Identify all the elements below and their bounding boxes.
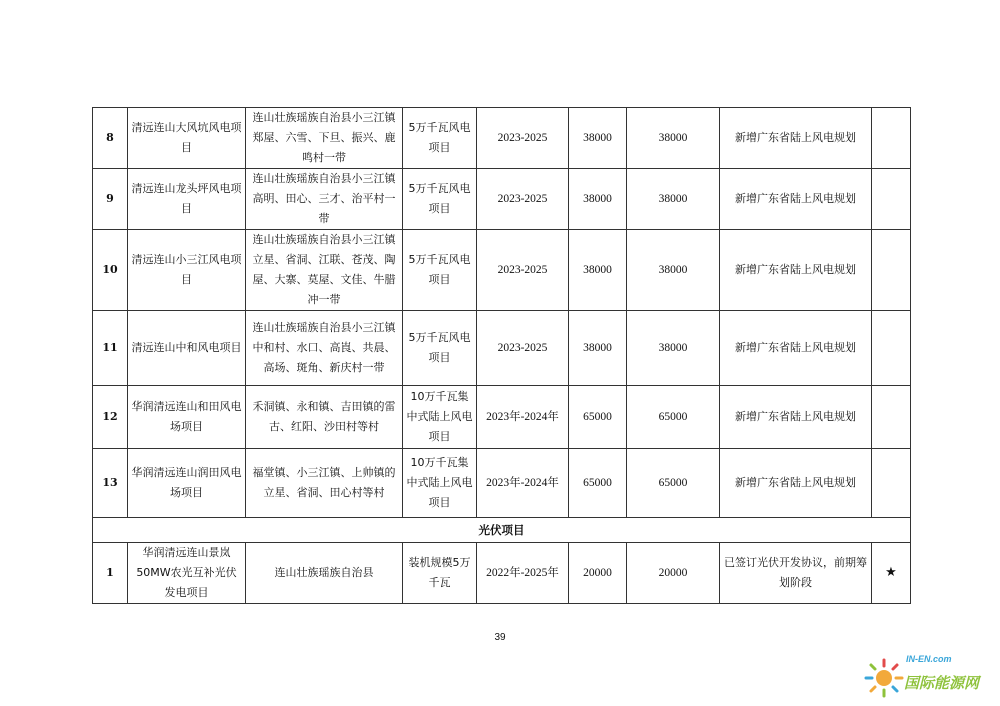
- logo-text-cn: 国际能源网: [904, 674, 980, 692]
- project-period: 2022年-2025年: [477, 543, 569, 604]
- project-location: 禾洞镇、永和镇、吉田镇的雷古、红阳、沙田村等村: [246, 386, 403, 449]
- project-status: 新增广东省陆上风电规划: [720, 169, 872, 230]
- planned-investment: 38000: [627, 108, 720, 169]
- project-location: 连山壮族瑶族自治县小三江镇中和村、水口、高崀、共晨、高场、斑角、新庆村一带: [246, 311, 403, 386]
- project-status: 新增广东省陆上风电规划: [720, 449, 872, 518]
- project-status: 已签订光伏开发协议，前期筹划阶段: [720, 543, 872, 604]
- row-number: 10: [93, 230, 128, 311]
- total-investment: 38000: [569, 230, 627, 311]
- total-investment: 38000: [569, 169, 627, 230]
- project-name: 清远连山中和风电项目: [128, 311, 246, 386]
- table-row: [93, 386, 911, 449]
- planned-investment: 38000: [627, 169, 720, 230]
- star-mark: ★: [872, 543, 911, 604]
- row-number: 1: [93, 543, 128, 604]
- section-title: 光伏项目: [93, 518, 911, 543]
- site-logo: [862, 650, 998, 704]
- remark-cell: [872, 311, 911, 386]
- total-investment: 38000: [569, 108, 627, 169]
- project-name: 清远连山龙头坪风电项目: [128, 169, 246, 230]
- row-number: 11: [93, 311, 128, 386]
- project-table: [92, 107, 911, 604]
- project-scale: 10万千瓦集中式陆上风电项目: [403, 386, 477, 449]
- total-investment: 65000: [569, 386, 627, 449]
- planned-investment: 20000: [627, 543, 720, 604]
- page-number: 39: [494, 632, 506, 643]
- remark-cell: [872, 230, 911, 311]
- project-name: 华润清远连山润田风电场项目: [128, 449, 246, 518]
- project-scale: 5万千瓦风电项目: [403, 311, 477, 386]
- project-period: 2023-2025: [477, 230, 569, 311]
- planned-investment: 65000: [627, 449, 720, 518]
- project-location: 福堂镇、小三江镇、上帅镇的立星、省洞、田心村等村: [246, 449, 403, 518]
- sun-logo-icon: [862, 656, 906, 700]
- project-scale: 5万千瓦风电项目: [403, 169, 477, 230]
- project-scale: 5万千瓦风电项目: [403, 230, 477, 311]
- project-status: 新增广东省陆上风电规划: [720, 108, 872, 169]
- project-period: 2023-2025: [477, 108, 569, 169]
- project-location: 连山壮族瑶族自治县小三江镇郑屋、六雪、下旦、振兴、鹿鸣村一带: [246, 108, 403, 169]
- project-status: 新增广东省陆上风电规划: [720, 311, 872, 386]
- planned-investment: 65000: [627, 386, 720, 449]
- project-status: 新增广东省陆上风电规划: [720, 386, 872, 449]
- project-period: 2023年-2024年: [477, 449, 569, 518]
- section-row: [93, 518, 911, 543]
- table-row: [93, 543, 911, 604]
- planned-investment: 38000: [627, 230, 720, 311]
- row-number: 13: [93, 449, 128, 518]
- total-investment: 20000: [569, 543, 627, 604]
- table-row: [93, 311, 911, 386]
- project-location: 连山壮族瑶族自治县小三江镇立星、省洞、江联、苍茂、陶屋、大寨、莫屋、文佳、牛腊冲一带: [246, 230, 403, 311]
- row-number: 9: [93, 169, 128, 230]
- project-name: 华润清远连山景岚50MW农光互补光伏发电项目: [128, 543, 246, 604]
- planned-investment: 38000: [627, 311, 720, 386]
- table-row: [93, 169, 911, 230]
- project-scale: 5万千瓦风电项目: [403, 108, 477, 169]
- table-row: [93, 230, 911, 311]
- project-period: 2023-2025: [477, 311, 569, 386]
- project-location: 连山壮族瑶族自治县: [246, 543, 403, 604]
- project-location: 连山壮族瑶族自治县小三江镇高明、田心、三才、治平村一带: [246, 169, 403, 230]
- project-name: 清远连山小三江风电项目: [128, 230, 246, 311]
- project-scale: 10万千瓦集中式陆上风电项目: [403, 449, 477, 518]
- remark-cell: [872, 169, 911, 230]
- total-investment: 38000: [569, 311, 627, 386]
- remark-cell: [872, 449, 911, 518]
- row-number: 12: [93, 386, 128, 449]
- project-period: 2023-2025: [477, 169, 569, 230]
- total-investment: 65000: [569, 449, 627, 518]
- project-name: 清远连山大风坑风电项目: [128, 108, 246, 169]
- logo-text-en: IN-EN.com: [906, 654, 952, 664]
- project-status: 新增广东省陆上风电规划: [720, 230, 872, 311]
- remark-cell: [872, 386, 911, 449]
- project-scale: 装机规模5万千瓦: [403, 543, 477, 604]
- table-row: [93, 449, 911, 518]
- table-row: [93, 108, 911, 169]
- project-period: 2023年-2024年: [477, 386, 569, 449]
- project-name: 华润清远连山和田风电场项目: [128, 386, 246, 449]
- row-number: 8: [93, 108, 128, 169]
- remark-cell: [872, 108, 911, 169]
